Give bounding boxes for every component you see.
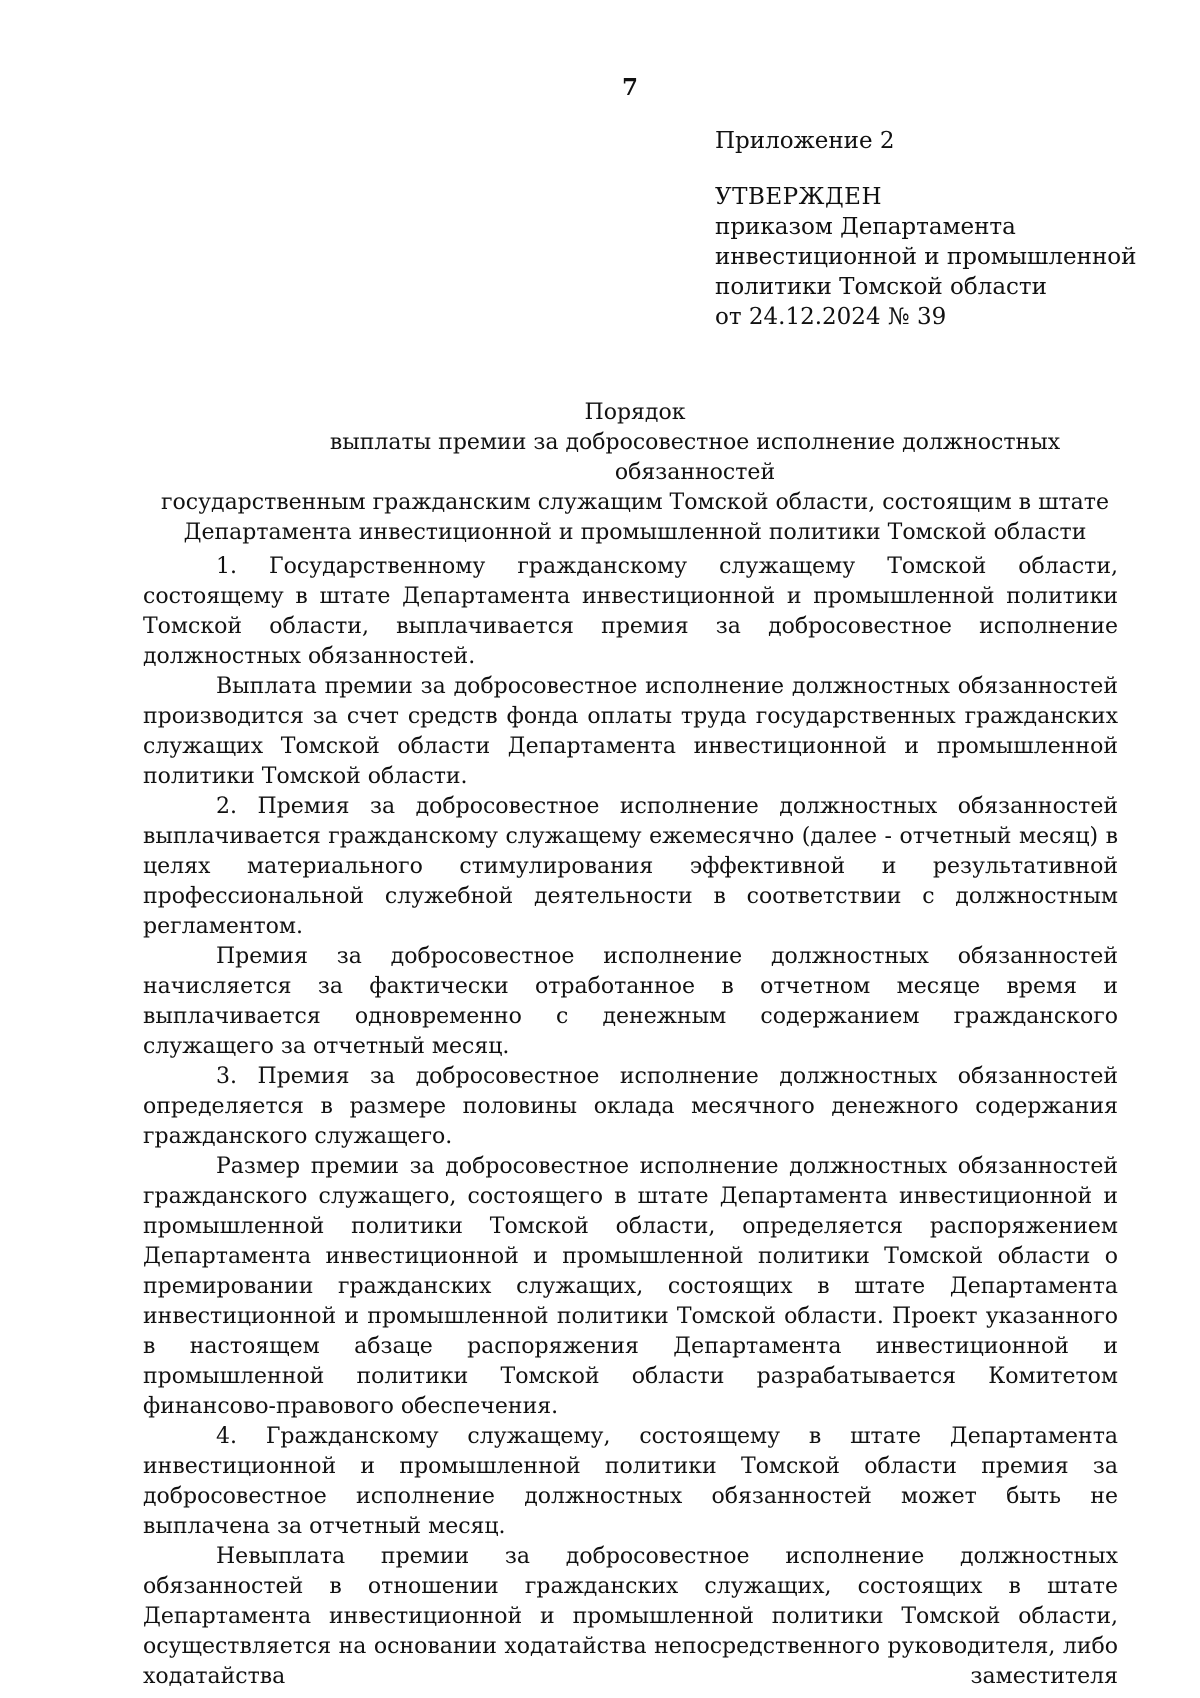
paragraph: 3. Премия за добросовестное исполнение должностных обязанностей определяется в размере половины оклада месячного денежного содержания гражданского служащего.: [143, 1064, 1118, 1149]
paragraph: 4. Гражданскому служащему, состоящему в штате Департамента инвестиционной и промышленной политики Томской области премия за добросовестное исполнение должностных обязанностей может быть не выплачена за отчетный месяц.: [143, 1424, 1118, 1539]
approval-date-number: от 24.12.2024 № 39: [715, 304, 947, 330]
page-number: 7: [621, 74, 638, 101]
title-heading: Порядок: [584, 400, 686, 425]
title-line: выплаты премии за добросовестное исполнение должностных обязанностей: [329, 430, 1061, 485]
approval-line: инвестиционной и промышленной: [715, 244, 1137, 270]
approval-line: политики Томской области: [715, 274, 1047, 300]
title-line: Департамента инвестиционной и промышленной политики Томской области: [183, 520, 1087, 545]
document-title: [150, 398, 1120, 548]
paragraph: Невыплата премии за добросовестное исполнение должностных обязанностей в отношении гражданских служащих, состоящих в штате Департамента инвестиционной и промышленной политики Томской области, осуществляется на основании ходатайства непосредственного руководителя, либо ходатайства заместителя: [143, 1544, 1118, 1689]
paragraph: Размер премии за добросовестное исполнение должностных обязанностей гражданского служащего, состоящего в штате Департамента инвестиционной и промышленной политики Томской области, определяется распоряжением Департамента инвестиционной и промышленной политики Томской области о премировании гражданских служащих, состоящих в штате Департамента инвестиционной и промышленной политики Томской области. Проект указанного в настоящем абзаце распоряжения Департамента инвестиционной и промышленной политики Томской области разрабатывается Комитетом финансово-правового обеспечения.: [143, 1154, 1118, 1419]
paragraph: 2. Премия за добросовестное исполнение должностных обязанностей выплачивается гражданскому служащему ежемесячно (далее - отчетный месяц) в целях материального стимулирования эффективной и результативной профессиональной служебной деятельности в соответствии с должностным регламентом.: [143, 794, 1118, 939]
paragraph: Премия за добросовестное исполнение должностных обязанностей начисляется за фактически отработанное в отчетном месяце время и выплачивается одновременно с денежным содержанием гражданского служащего за отчетный месяц.: [143, 944, 1118, 1059]
approval-line: приказом Департамента: [715, 214, 1016, 240]
paragraph: 1. Государственному гражданскому служащему Томской области, состоящему в штате Департамента инвестиционной и промышленной политики Томской области, выплачивается премия за добросовестное исполнение должностных обязанностей.: [143, 554, 1118, 669]
paragraph: Выплата премии за добросовестное исполнение должностных обязанностей производится за счет средств фонда оплаты труда государственных гражданских служащих Томской области Департамента инвестиционной и промышленной политики Томской области.: [143, 674, 1118, 789]
document-body: [143, 552, 1118, 1692]
approval-block: [715, 126, 1155, 332]
approved-stamp-text: УТВЕРЖДЕН: [715, 184, 883, 210]
appendix-label: Приложение 2: [715, 128, 895, 154]
title-line: государственным гражданским служащим Томской области, состоящим в штате: [160, 490, 1109, 515]
